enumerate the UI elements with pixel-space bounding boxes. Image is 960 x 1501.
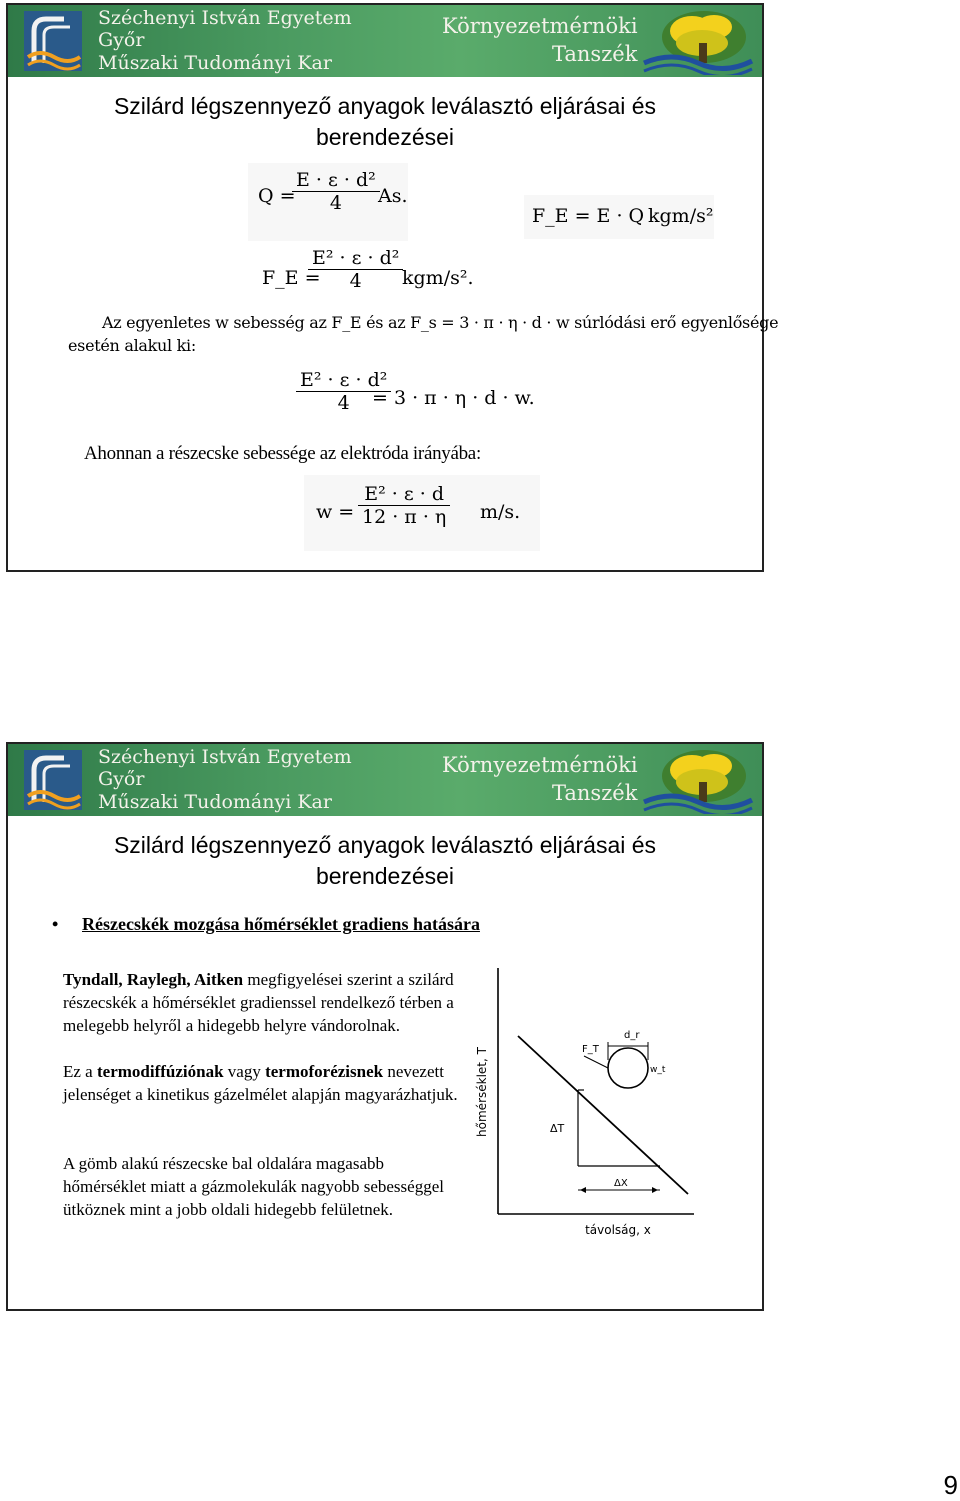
x-axis-label: távolság, x (585, 1223, 651, 1237)
y-axis-label: hőmérséklet, T (475, 1047, 489, 1137)
paragraph-thermophoresis (63, 1060, 463, 1106)
slide-title-line1: Szilárd légszennyező anyagok leválasztó eljárásai és (113, 832, 657, 858)
paragraph-sphere: A gömb alakú részecske bal oldalára magasabb hőmérséklet miatt a gázmolekulák nagyobb sebességgel ütköznek mint a jobb oldali hidegebb felületnek. (63, 1154, 444, 1219)
department-name-line1: Környezetmérnöki (442, 753, 638, 777)
term-thermophoresis: termoforézisnek (265, 1062, 384, 1081)
slide-2 (6, 742, 764, 1311)
department-tree-logo-icon (642, 7, 754, 75)
eq5-lhs: w = (316, 501, 355, 523)
department-name-line2: Tanszék (552, 781, 638, 805)
eq2-expression: F_E = E · Q (532, 205, 645, 227)
equation-charge (248, 163, 408, 241)
force-label: F_T (582, 1044, 599, 1055)
scientist-names: Tyndall, Raylegh, Aitken (63, 970, 244, 989)
term-thermodiffusion: termodiffúziónak (96, 1062, 224, 1081)
delta-t-label: ΔT (550, 1122, 565, 1135)
header-banner (8, 5, 762, 77)
eq3-numerator: E² · ε · d² (308, 247, 403, 270)
temperature-line (518, 1036, 688, 1194)
university-name: Széchenyi István Egyetem (98, 746, 352, 768)
university-city: Győr (98, 29, 145, 51)
eq4-numerator: E² · ε · d² (296, 369, 391, 392)
eq1-unit: As. (378, 185, 408, 207)
equation-force-expanded (254, 245, 474, 307)
observation-text: megfigyelései szerint a szilárd részecskék a hőmérséklet gradienssel rendelkező térben a melegebb helyről a hidegebb helyre vándorolnak. (63, 970, 454, 1035)
eq3-denominator: 4 (349, 270, 362, 292)
eq1-lhs: Q = (258, 185, 296, 207)
university-logo-icon (24, 750, 82, 810)
text-fragment: Ez a (63, 1062, 97, 1081)
department-tree-logo-icon (642, 746, 754, 814)
page-number: 9 (943, 1470, 958, 1500)
bullet-text: Részecskék mozgása hőmérséklet gradiens hatására (82, 914, 480, 934)
eq1-fraction (292, 169, 380, 214)
eq4-rhs: = 3 · π · η · d · w. (372, 387, 535, 409)
eq4-denominator: 4 (337, 392, 350, 414)
eq5-fraction (358, 483, 450, 528)
faculty-name: Műszaki Tudományi Kar (98, 52, 332, 74)
eq3-fraction (308, 247, 403, 292)
eq1-numerator: E · ε · d² (292, 169, 380, 192)
university-city: Győr (98, 768, 145, 790)
university-logo-icon (24, 11, 82, 71)
equilibrium-text-line1: Az egyenletes w sebesség az F_E és az F_s = 3 · π · η · d · w súrlódási erő egyenlősége (102, 313, 779, 332)
delta-x-label: ΔX (614, 1178, 628, 1189)
diameter-label: d_r (624, 1030, 640, 1041)
equation-force (524, 195, 714, 239)
eq5-denominator: 12 · π · η (362, 506, 447, 528)
eq1-denominator: 4 (329, 192, 342, 214)
eq3-lhs: F_E = (262, 267, 321, 289)
temperature-gradient-diagram (468, 962, 698, 1242)
equation-equilibrium (294, 365, 535, 427)
slide-1 (6, 3, 779, 572)
faculty-name: Műszaki Tudományi Kar (98, 791, 332, 813)
text-fragment: vagy (223, 1062, 266, 1081)
slide-title-line2: berendezései (315, 863, 455, 889)
particle-circle (608, 1048, 648, 1088)
eq5-unit: m/s. (480, 501, 521, 523)
university-name: Széchenyi István Egyetem (98, 7, 352, 29)
bullet-symbol: • (52, 914, 59, 934)
eq3-unit: kgm/s². (402, 267, 474, 289)
arrow-head-left (580, 1187, 586, 1193)
slide-title-line2: berendezései (315, 124, 455, 150)
slide-title-line1: Szilárd légszennyező anyagok leválasztó eljárásai és (113, 93, 657, 119)
velocity-intro-text: Ahonnan a részecske sebessége az elektróda irányába: (84, 443, 481, 464)
arrow-head-right (652, 1187, 658, 1193)
eq5-numerator: E² · ε · d (358, 483, 450, 506)
eq2-unit: kgm/s² (648, 205, 714, 227)
velocity-label: w_t (650, 1065, 666, 1075)
equation-velocity (304, 475, 540, 551)
force-pointer (584, 1056, 608, 1068)
bullet-heading (52, 914, 480, 935)
equilibrium-text-line2: esetén alakul ki: (68, 336, 196, 355)
paragraph-observations (63, 968, 463, 1037)
header-banner (8, 744, 762, 816)
department-name-line1: Környezetmérnöki (442, 14, 638, 38)
department-name-line2: Tanszék (552, 42, 638, 66)
text-fragment: nevezett jelenséget a kinetikus gázelmélet alapján magyarázhatjuk. (63, 1062, 458, 1104)
